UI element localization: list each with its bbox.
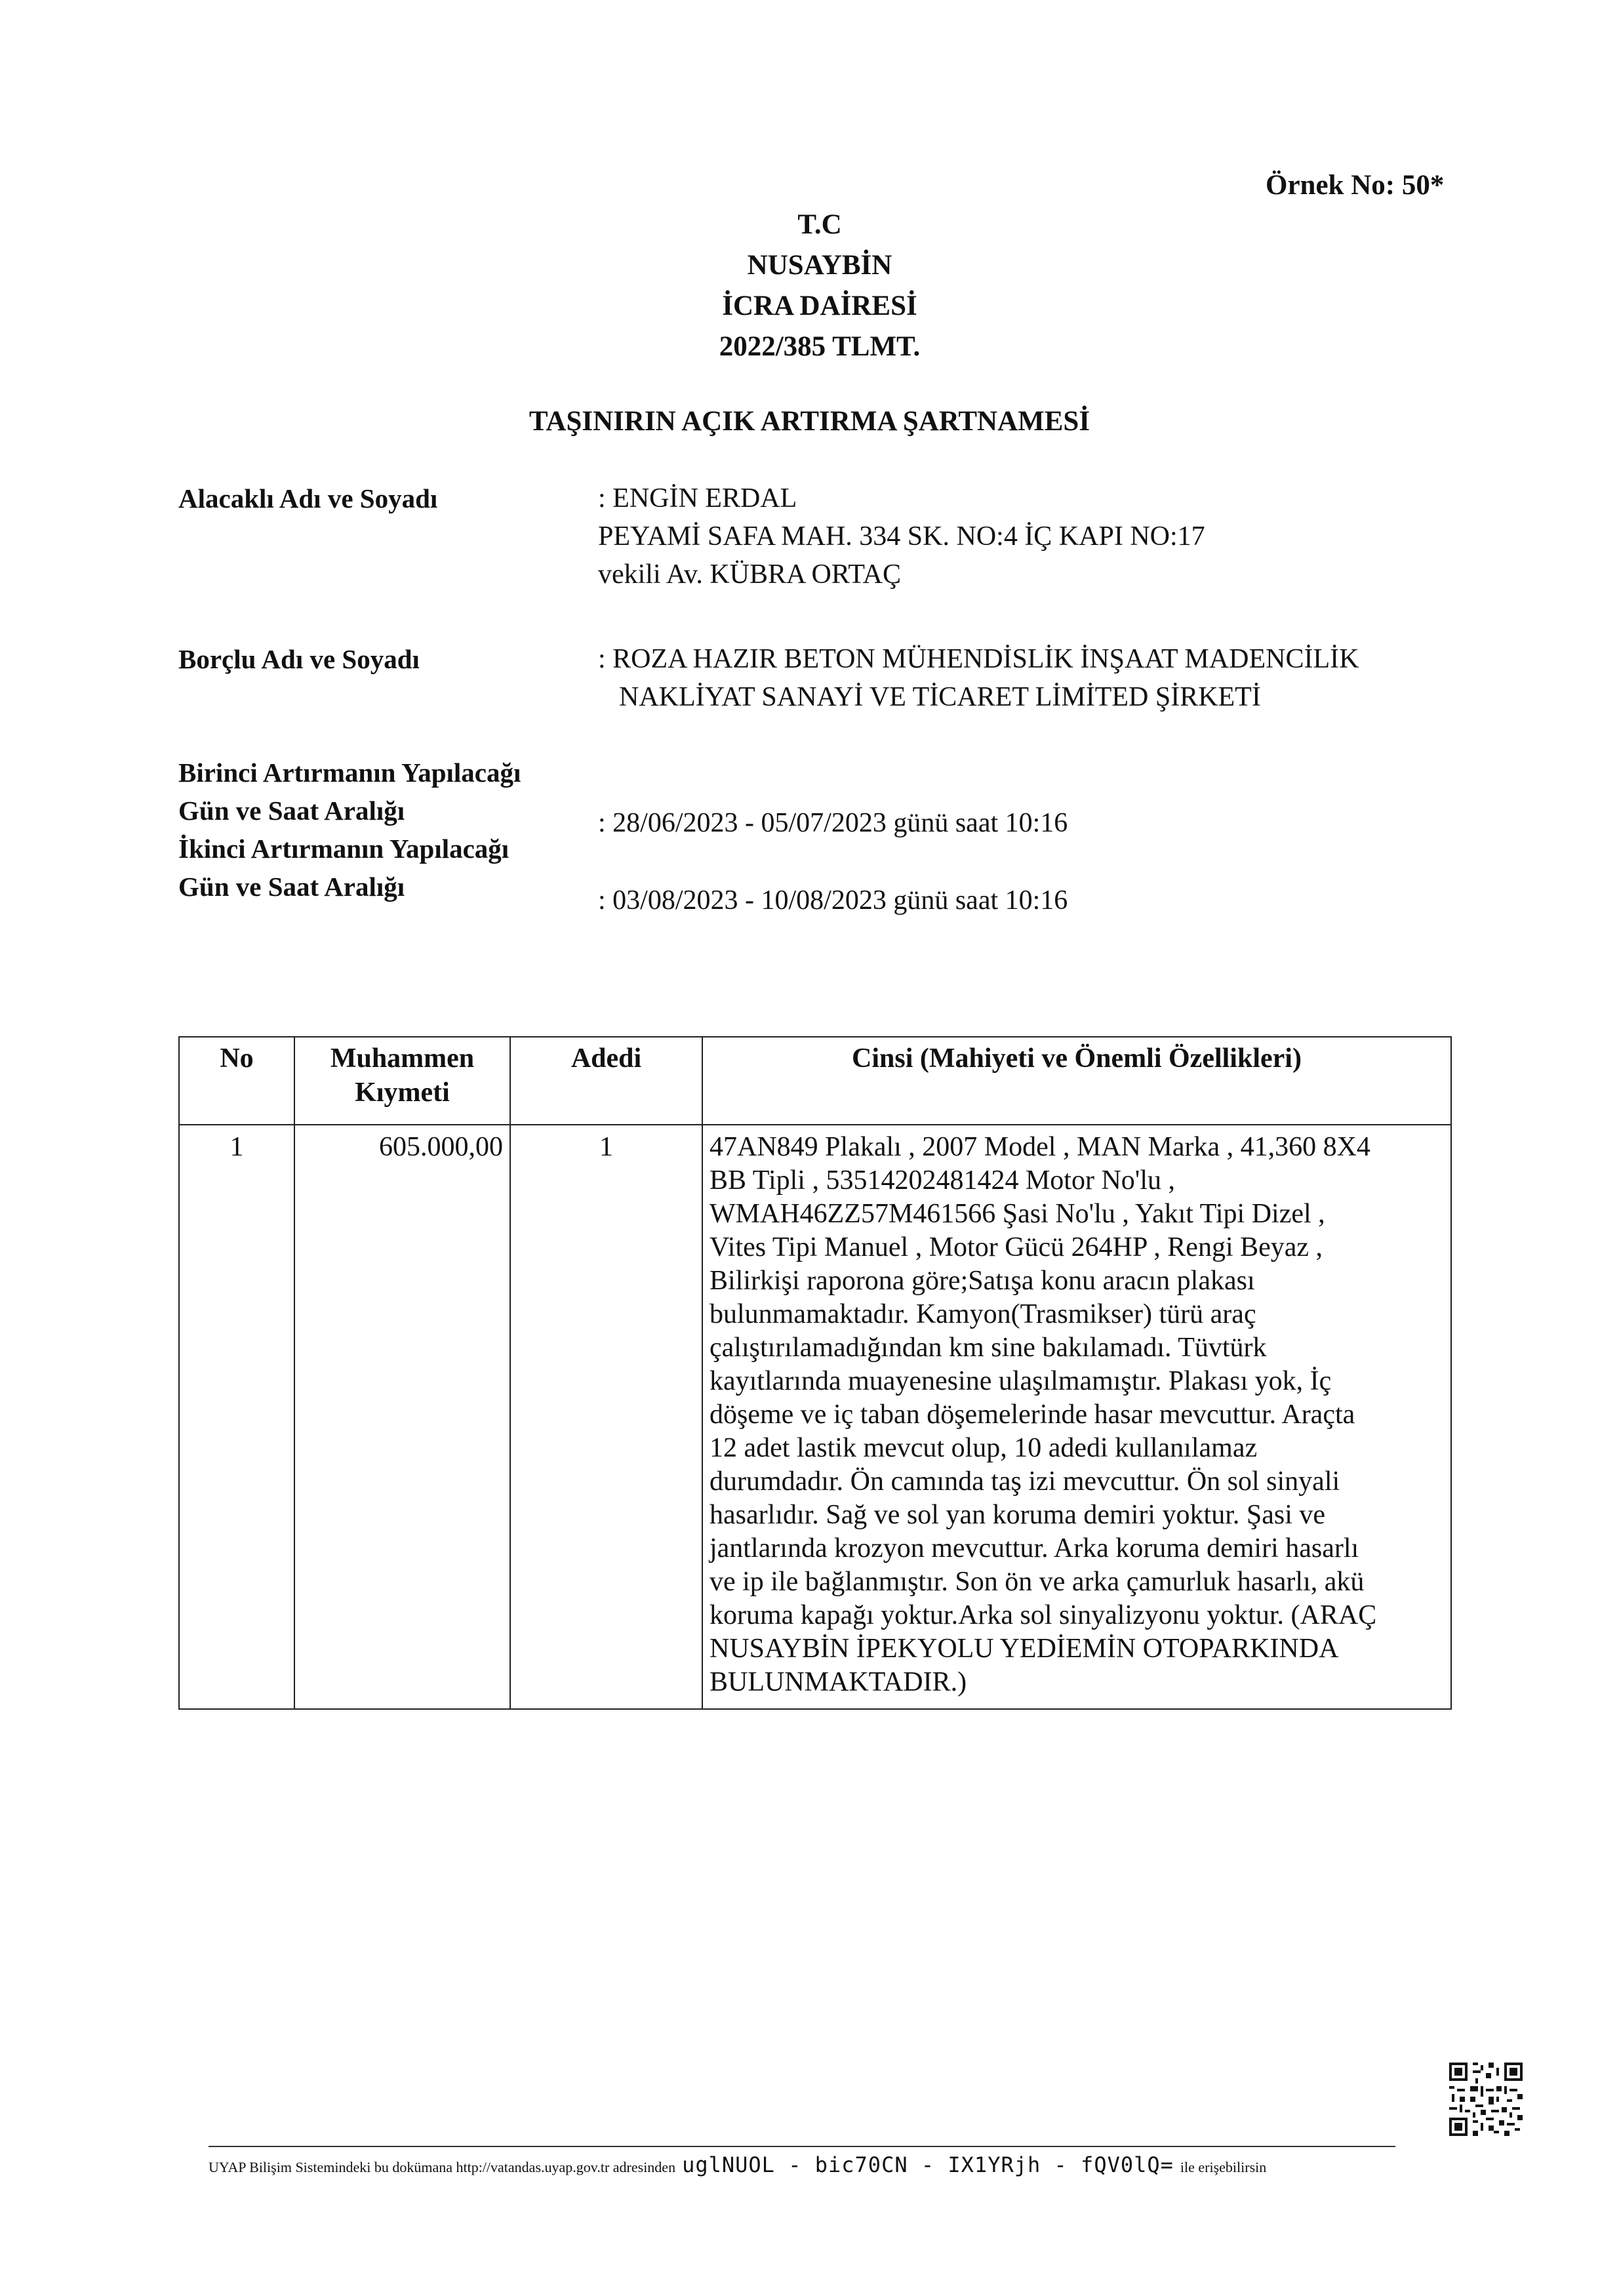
alacakli-label: Alacaklı Adı ve Soyadı	[178, 483, 438, 514]
cell-kiymet-text: 605.000,00	[379, 1132, 503, 1162]
desc-line: BULUNMAKTADIR.)	[710, 1667, 967, 1697]
desc-line: 47AN849 Plakalı , 2007 Model , MAN Marka , 41,360 8X4	[710, 1132, 1370, 1162]
ornek-no: Örnek No: 50*	[1266, 170, 1445, 201]
borclu-value	[598, 640, 1359, 716]
desc-line: NUSAYBİN İPEKYOLU YEDİEMİN OTOPARKINDA	[710, 1634, 1339, 1664]
borclu-line: : ROZA HAZIR BETON MÜHENDİSLİK İNŞAAT MADENCİLİK	[598, 644, 1359, 674]
birinci-label-1: Birinci Artırmanın Yapılacağı	[178, 757, 521, 788]
header-office: İCRA DAİRESİ	[722, 291, 917, 321]
desc-line: bulunmamaktadır. Kamyon(Trasmikser) türü araç	[710, 1299, 1256, 1329]
cell-kiymet	[294, 1125, 510, 1709]
cell-description	[702, 1125, 1451, 1709]
table-row	[179, 1125, 1451, 1709]
desc-line: hasarlıdır. Sağ ve sol yan koruma demiri yoktur. Şasi ve	[710, 1500, 1326, 1530]
alacakli-line: PEYAMİ SAFA MAH. 334 SK. NO:4 İÇ KAPI NO:17	[598, 521, 1205, 552]
header-cinsi: Cinsi (Mahiyeti ve Önemli Özellikleri)	[702, 1037, 1451, 1125]
footer-prefix: UYAP Bilişim Sistemindeki bu dokümana http://vatandas.uyap.gov.tr adresinden	[209, 2159, 676, 2175]
alacakli-line: vekili Av. KÜBRA ORTAÇ	[598, 559, 901, 590]
page-title-text: TAŞINIRIN AÇIK ARTIRMA ŞARTNAMESİ	[529, 406, 1090, 437]
qr-code-icon	[1449, 2063, 1523, 2136]
desc-line: durumdadır. Ön camında taş izi mevcuttur. Ön sol sinyali	[710, 1466, 1340, 1497]
artirma-labels	[178, 754, 521, 906]
footer	[209, 2152, 1266, 2177]
desc-line: 12 adet lastik mevcut olup, 10 adedi kullanılamaz	[710, 1433, 1258, 1463]
desc-line: BB Tipli , 53514202481424 Motor No'lu ,	[710, 1165, 1176, 1196]
birinci-value: : 28/06/2023 - 05/07/2023 günü saat 10:16	[598, 808, 1068, 838]
alacakli-value	[598, 479, 1205, 594]
desc-line: ve ip ile bağlanmıştır. Son ön ve arka çamurluk hasarlı, akü	[710, 1567, 1365, 1597]
header-city: NUSAYBİN	[747, 250, 892, 281]
footer-divider	[209, 2146, 1395, 2147]
desc-line: Vites Tipi Manuel , Motor Gücü 264HP , Rengi Beyaz ,	[710, 1232, 1323, 1262]
desc-line: koruma kapağı yoktur.Arka sol sinyalizyonu yoktur. (ARAÇ	[710, 1600, 1377, 1630]
borclu-label: Borçlu Adı ve Soyadı	[178, 644, 420, 674]
borclu-line: NAKLİYAT SANAYİ VE TİCARET LİMİTED ŞİRKETİ	[619, 682, 1261, 712]
ikinci-label-1: İkinci Artırmanın Yapılacağı	[178, 834, 510, 864]
header-kiymet	[294, 1037, 510, 1125]
table-header-row	[179, 1037, 1451, 1125]
birinci-label-2: Gün ve Saat Aralığı	[178, 796, 405, 826]
desc-line: çalıştırılamadığından km sine bakılamadı. Tüvtürk	[710, 1333, 1267, 1363]
cell-no: 1	[179, 1125, 294, 1709]
footer-suffix: ile erişebilirsin	[1180, 2159, 1267, 2175]
footer-verification-code: uglNUOL - bic70CN - IX1YRjh - fQV0lQ=	[682, 2152, 1174, 2177]
desc-line: jantlarında krozyon mevcuttur. Arka koruma demiri hasarlı	[710, 1533, 1359, 1563]
ikinci-value: : 03/08/2023 - 10/08/2023 günü saat 10:16	[598, 885, 1068, 916]
desc-line: WMAH46ZZ57M461566 Şasi No'lu , Yakıt Tipi Dizel ,	[710, 1199, 1325, 1229]
items-table	[178, 1036, 1452, 1710]
desc-line: kayıtlarında muayenesine ulaşılmamıştır. Plakası yok, İç	[710, 1366, 1332, 1396]
page-title	[0, 405, 1619, 437]
header-kiymet-2: Kıymeti	[355, 1078, 450, 1108]
alacakli-line: : ENGİN ERDAL	[598, 483, 797, 514]
header-tc: T.C	[797, 209, 842, 240]
ikinci-label-2: Gün ve Saat Aralığı	[178, 872, 405, 902]
header-adedi: Adedi	[510, 1037, 702, 1125]
header-kiymet-1: Muhammen	[330, 1043, 475, 1074]
desc-line: Bilirkişi raporona göre;Satışa konu aracın plakası	[710, 1266, 1255, 1296]
header-no: No	[179, 1037, 294, 1125]
desc-line: döşeme ve iç taban döşemelerinde hasar mevcuttur. Araçta	[710, 1400, 1355, 1430]
header-file-no: 2022/385 TLMT.	[719, 331, 921, 362]
cell-adedi: 1	[510, 1125, 702, 1709]
